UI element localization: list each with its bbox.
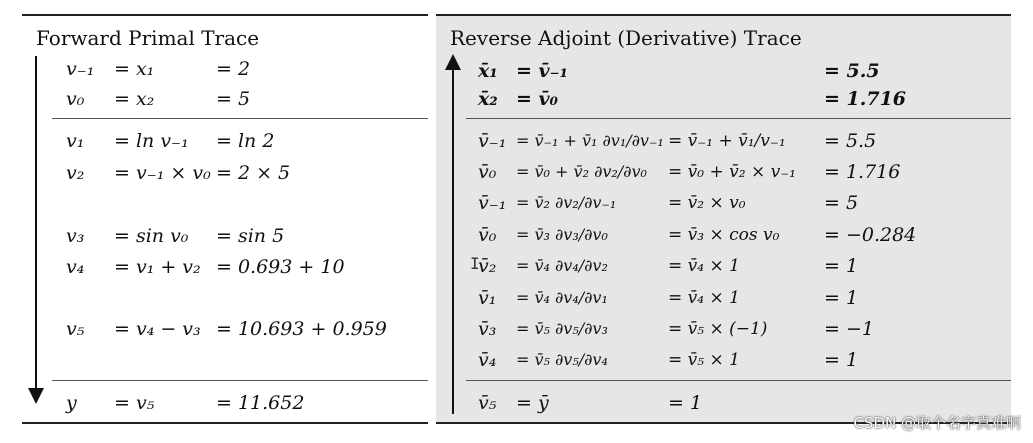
- forward-lhs: v₃: [66, 225, 85, 247]
- forward-expr: = x₁: [114, 58, 155, 80]
- forward-lhs: v₀: [66, 88, 85, 110]
- forward-expr: = x₂: [114, 88, 155, 110]
- reverse-lhs: v̄₁: [478, 287, 497, 309]
- forward-expr: = v₄ − v₃: [114, 318, 201, 340]
- forward-lhs: v₋₁: [66, 58, 95, 80]
- forward-lhs: v₂: [66, 162, 85, 184]
- forward-lhs: v₄: [66, 256, 85, 278]
- reverse-lhs: v̄₀: [478, 224, 497, 246]
- reverse-expr: = v̄₄ ∂v₄/∂v₁: [516, 288, 608, 307]
- down-arrow-icon: [28, 388, 44, 404]
- reverse-mid: = v̄₃ × cos v₀: [668, 225, 780, 245]
- reverse-expr: = v̄₄ ∂v₄/∂v₂: [516, 256, 608, 275]
- reverse-value: = 1: [824, 349, 859, 371]
- reverse-title: Reverse Adjoint (Derivative) Trace: [450, 26, 802, 50]
- reverse-divider: [466, 380, 1011, 381]
- forward-expr: = v₋₁ × v₀: [114, 162, 211, 184]
- forward-value: = ln 2: [216, 130, 275, 152]
- forward-value: = 5: [216, 88, 251, 110]
- reverse-expr: = ȳ: [516, 392, 549, 414]
- forward-lhs: v₁: [66, 130, 85, 152]
- reverse-mid: = v̄₅ × 1: [668, 350, 740, 370]
- reverse-value: = 1: [824, 287, 859, 309]
- reverse-expr: = v̄₅ ∂v₅/∂v₄: [516, 350, 608, 369]
- reverse-lhs: x̄₂: [478, 88, 498, 110]
- reverse-value: = 1.716: [824, 161, 901, 183]
- forward-divider: [52, 118, 428, 119]
- reverse-mid: = 1: [668, 392, 703, 414]
- reverse-value: = −0.284: [824, 224, 917, 246]
- reverse-lhs: x̄₁: [478, 60, 498, 82]
- reverse-value: = 1: [824, 255, 859, 277]
- text-cursor-icon: I: [470, 254, 480, 273]
- reverse-divider: [466, 118, 1011, 119]
- reverse-value: = 5.5: [824, 60, 880, 82]
- reverse-mid: = v̄₄ × 1: [668, 288, 740, 308]
- reverse-mid: = v̄₋₁ + v̄₁/v₋₁: [668, 131, 786, 151]
- reverse-trace-panel: [436, 14, 1011, 424]
- forward-value: = 2: [216, 58, 251, 80]
- left-bottom-rule: [22, 422, 428, 424]
- right-top-rule: [436, 14, 1011, 16]
- left-top-rule: [22, 14, 428, 16]
- reverse-lhs: v̄₀: [478, 161, 497, 183]
- reverse-mid: = v̄₄ × 1: [668, 256, 740, 276]
- reverse-expr: = v̄₋₁: [516, 60, 568, 82]
- reverse-lhs: v̄₋₁: [478, 130, 507, 152]
- forward-trace-panel: [22, 14, 428, 424]
- forward-expr: = ln v₋₁: [114, 130, 189, 152]
- reverse-lhs: v̄₋₁: [478, 192, 507, 214]
- up-arrow-icon: [445, 54, 461, 70]
- reverse-expr: = v̄₃ ∂v₃/∂v₀: [516, 225, 608, 244]
- reverse-expr: = v̄₂ ∂v₂/∂v₋₁: [516, 193, 617, 212]
- forward-value: = 0.693 + 10: [216, 256, 345, 278]
- down-arrow-shaft: [35, 56, 37, 390]
- forward-divider: [52, 380, 428, 381]
- reverse-expr: = v̄₀ + v̄₂ ∂v₂/∂v₀: [516, 162, 647, 181]
- reverse-lhs: v̄₄: [478, 349, 497, 371]
- reverse-lhs: v̄₃: [478, 318, 497, 340]
- reverse-value: = −1: [824, 318, 874, 340]
- forward-expr: = v₅: [114, 392, 155, 414]
- up-arrow-shaft: [452, 68, 454, 414]
- reverse-expr: = v̄₅ ∂v₅/∂v₃: [516, 319, 608, 338]
- forward-expr: = v₁ + v₂: [114, 256, 201, 278]
- reverse-value: = 5: [824, 192, 859, 214]
- reverse-expr: = v̄₋₁ + v̄₁ ∂v₁/∂v₋₁: [516, 131, 664, 150]
- reverse-value: = 1.716: [824, 88, 907, 110]
- reverse-mid: = v̄₅ × (−1): [668, 319, 768, 339]
- reverse-mid: = v̄₀ + v̄₂ × v₋₁: [668, 162, 796, 182]
- forward-lhs: v₅: [66, 318, 85, 340]
- watermark: CSDN @取个名字真难啊: [853, 414, 1021, 432]
- reverse-lhs: v̄₅: [478, 392, 497, 414]
- reverse-mid: = v̄₂ × v₀: [668, 193, 746, 213]
- forward-value: = 10.693 + 0.959: [216, 318, 387, 340]
- forward-title: Forward Primal Trace: [36, 26, 260, 50]
- forward-lhs: y: [66, 392, 77, 414]
- reverse-expr: = v̄₀: [516, 88, 558, 110]
- forward-value: = sin 5: [216, 225, 285, 247]
- forward-value: = 11.652: [216, 392, 305, 414]
- reverse-value: = 5.5: [824, 130, 877, 152]
- reverse-lhs: v̄₂: [478, 255, 497, 277]
- forward-expr: = sin v₀: [114, 225, 189, 247]
- forward-value: = 2 × 5: [216, 162, 291, 184]
